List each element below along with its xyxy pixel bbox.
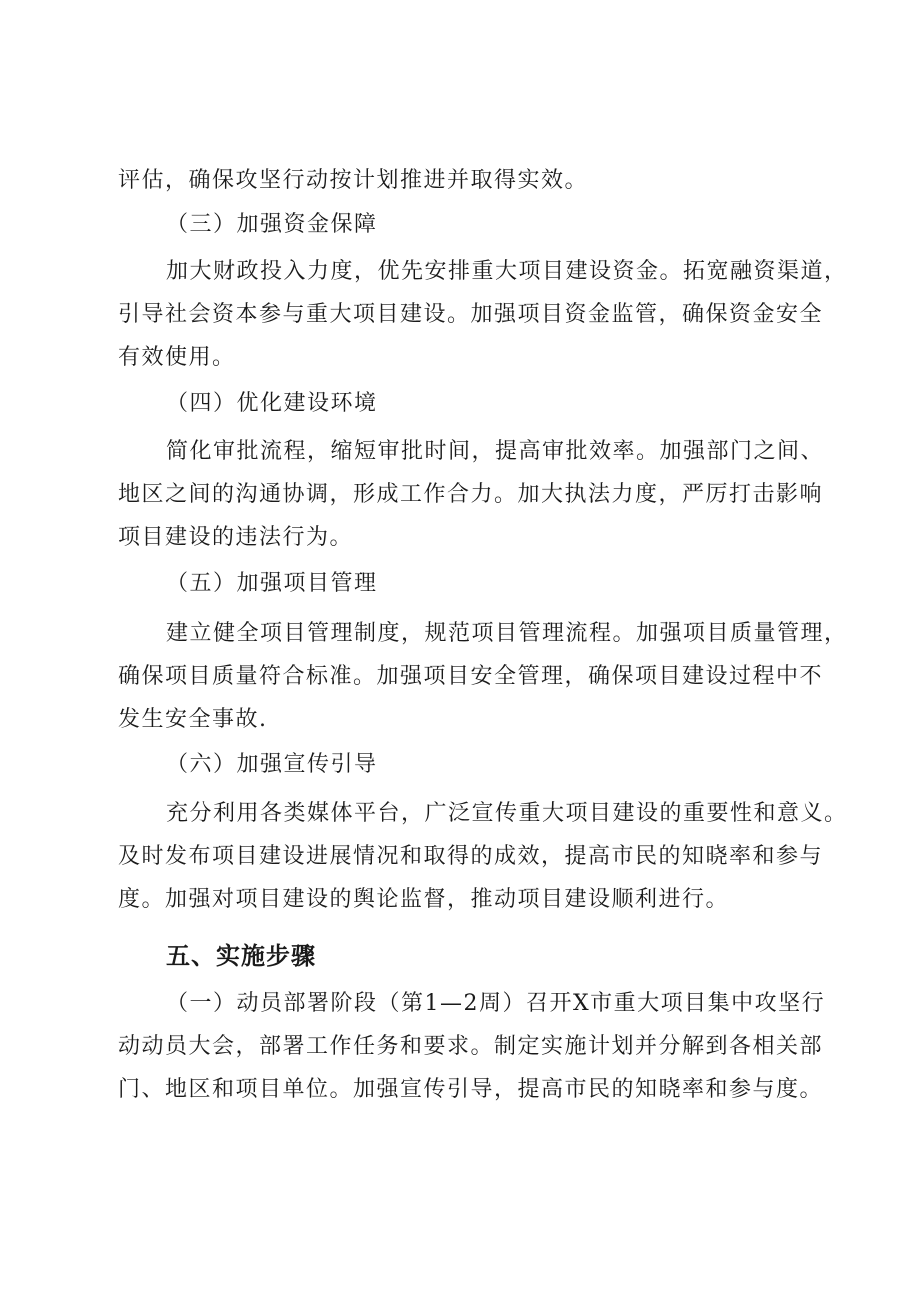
paragraph-line: （一）动员部署阶段（第1—2周）召开X市重大项目集中攻坚行: [166, 991, 826, 1016]
paragraph-line: 确保项目质量符合标准。加强项目安全管理，确保项目建设过程中不: [118, 664, 824, 689]
paragraph-line: 简化审批流程，缩短审批时间，提高审批效率。加强部门之间、: [166, 439, 825, 464]
paragraph-line: 项目建设的违法行为。: [118, 525, 354, 550]
subsection-title-environment: （四）优化建设环境: [166, 391, 378, 416]
paragraph-line: 评估，确保攻坚行动按计划推进并取得实效。: [118, 168, 589, 193]
paragraph-line: 度。加强对项目建设的舆论监督，推动项目建设顺利进行。: [118, 887, 730, 912]
subsection-title-management: （五）加强项目管理: [166, 571, 378, 596]
section-title-implementation: 五、实施步骤: [166, 942, 316, 970]
paragraph-line: 引导社会资本参与重大项目建设。加强项目资金监管，确保资金安全: [118, 302, 824, 327]
paragraph-line: 建立健全项目管理制度，规范项目管理流程。加强项目质量管理，: [166, 621, 848, 646]
subsection-title-funding: （三）加强资金保障: [166, 212, 378, 237]
paragraph-line: 发生安全事故.: [118, 707, 268, 732]
paragraph-line: 充分利用各类媒体平台，广泛宣传重大项目建设的重要性和意义。: [166, 801, 848, 826]
paragraph-line: 门、地区和项目单位。加强宣传引导，提高市民的知晓率和参与度。: [118, 1077, 824, 1102]
paragraph-line: 动动员大会，部署工作任务和要求。制定实施计划并分解到各相关部: [118, 1034, 824, 1059]
paragraph-line: 地区之间的沟通协调，形成工作合力。加大执法力度，严厉打击影响: [118, 482, 824, 507]
paragraph-line: 及时发布项目建设进展情况和取得的成效，提高市民的知晓率和参与: [118, 844, 824, 869]
paragraph-line: 加大财政投入力度，优先安排重大项目建设资金。拓宽融资渠道，: [166, 259, 848, 284]
paragraph-line: 有效使用。: [118, 345, 236, 370]
subsection-title-publicity: （六）加强宣传引导: [166, 752, 378, 777]
